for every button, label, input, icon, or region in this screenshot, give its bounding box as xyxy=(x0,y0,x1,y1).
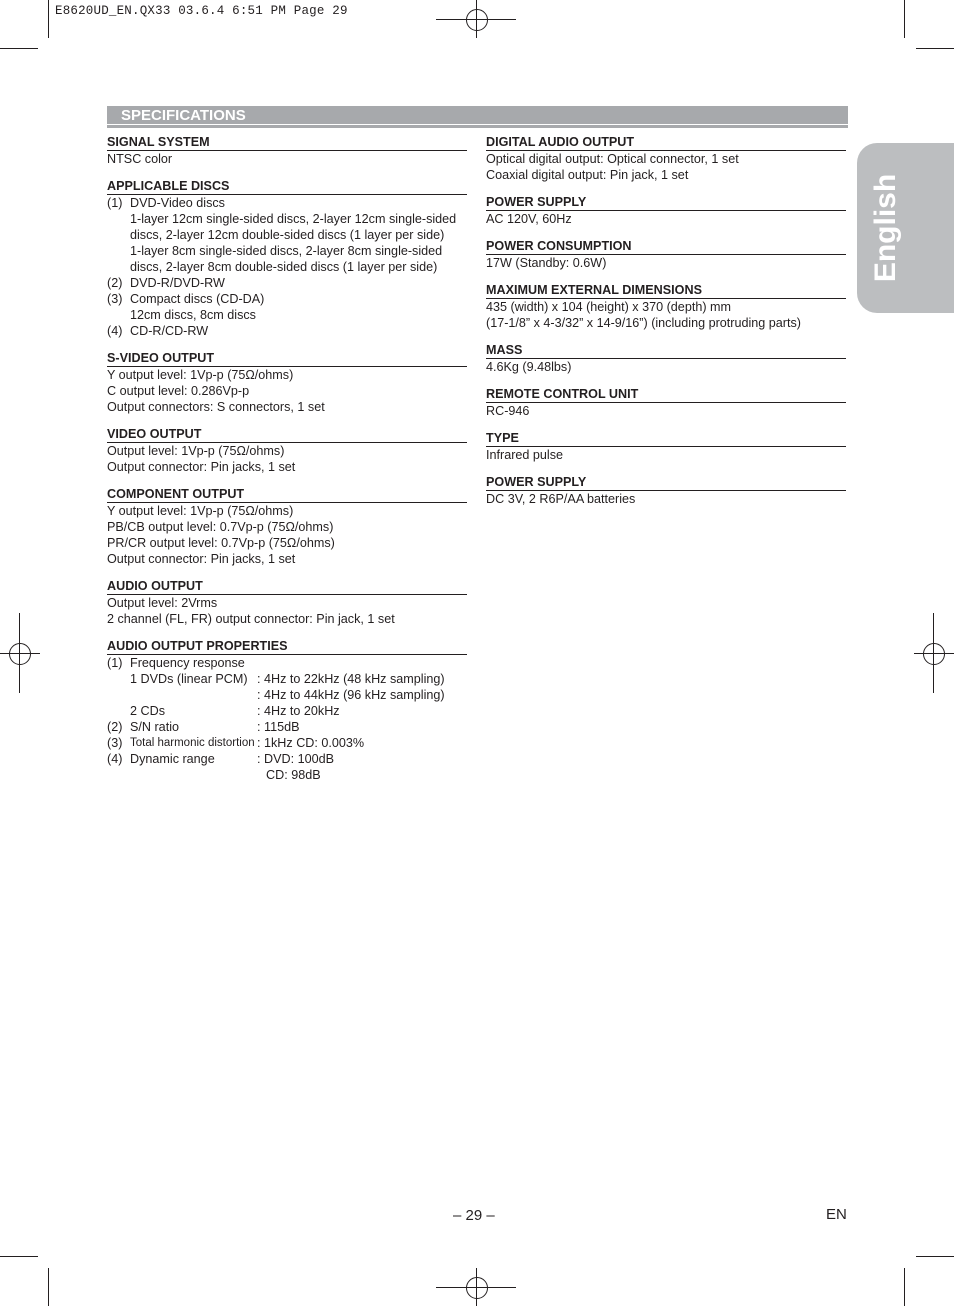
section-title: SPECIFICATIONS xyxy=(121,107,246,124)
spec-audio-output-properties xyxy=(107,639,467,783)
crop-mark xyxy=(0,1256,38,1257)
spec-line: DC 3V, 2 R6P/AA batteries xyxy=(486,492,636,506)
language-tab-label: English xyxy=(869,173,902,283)
spec-type xyxy=(486,431,846,463)
right-column xyxy=(486,135,846,519)
spec-heading: AUDIO OUTPUT PROPERTIES xyxy=(107,639,467,655)
crop-mark xyxy=(904,1268,905,1306)
page-number: – 29 – xyxy=(453,1207,495,1224)
spec-heading: COMPONENT OUTPUT xyxy=(107,487,467,503)
registration-line xyxy=(476,0,477,38)
list-subitem: 12cm discs, 8cm discs xyxy=(130,308,256,322)
spec-line: 2 channel (FL, FR) output connector: Pin jack, 1 set xyxy=(107,612,395,626)
spec-heading: MAXIMUM EXTERNAL DIMENSIONS xyxy=(486,283,846,299)
spec-line: Output connectors: S connectors, 1 set xyxy=(107,400,325,414)
spec-power-consumption xyxy=(486,239,846,271)
crop-mark xyxy=(48,1268,49,1306)
spec-heading: VIDEO OUTPUT xyxy=(107,427,467,443)
spec-line: Coaxial digital output: Pin jack, 1 set xyxy=(486,168,689,182)
table-row: (4) Dynamic range : DVD: 100dB xyxy=(107,752,335,766)
spec-audio-output xyxy=(107,579,467,627)
registration-line xyxy=(914,653,954,654)
table-row: 2 CDs : 4Hz to 20kHz xyxy=(130,704,340,718)
spec-heading: POWER SUPPLY xyxy=(486,475,846,491)
registration-line xyxy=(933,613,934,693)
list-subitem: discs, 2-layer 8cm double-sided discs (1 layer per side) xyxy=(130,260,438,274)
spec-heading: POWER CONSUMPTION xyxy=(486,239,846,255)
list-item: (2) DVD-R/DVD-RW xyxy=(107,276,225,290)
spec-signal-system xyxy=(107,135,467,167)
spec-heading: POWER SUPPLY xyxy=(486,195,846,211)
spec-line: Output level: 2Vrms xyxy=(107,596,218,610)
crop-mark xyxy=(916,48,954,49)
spec-component-output xyxy=(107,487,467,567)
spec-line: Output connector: Pin jacks, 1 set xyxy=(107,460,296,474)
spec-applicable-discs xyxy=(107,179,467,339)
language-code: EN xyxy=(826,1206,847,1223)
list-item: (3) Compact discs (CD-DA) xyxy=(107,292,265,306)
table-row: (2) S/N ratio : 115dB xyxy=(107,720,300,734)
spec-remote-power-supply xyxy=(486,475,846,507)
spec-line: (17-1/8” x 4-3/32” x 14-9/16”) (including protruding parts) xyxy=(486,316,801,330)
spec-heading: APPLICABLE DISCS xyxy=(107,179,467,195)
spec-line: Y output level: 1Vp-p (75Ω/ohms) xyxy=(107,368,294,382)
list-subitem: 1-layer 8cm single-sided discs, 2-layer 8cm single-sided xyxy=(130,244,443,258)
spec-mass xyxy=(486,343,846,375)
spec-line: Y output level: 1Vp-p (75Ω/ohms) xyxy=(107,504,294,518)
spec-line: PR/CR output level: 0.7Vp-p (75Ω/ohms) xyxy=(107,536,335,550)
spec-heading: TYPE xyxy=(486,431,846,447)
table-row: 1 DVDs (linear PCM) : 4Hz to 22kHz (48 kHz sampling) xyxy=(130,672,445,686)
spec-heading: S-VIDEO OUTPUT xyxy=(107,351,467,367)
list-item: (1) DVD-Video discs xyxy=(107,196,225,210)
spec-heading: DIGITAL AUDIO OUTPUT xyxy=(486,135,846,151)
spec-power-supply xyxy=(486,195,846,227)
spec-line: RC-946 xyxy=(486,404,530,418)
registration-mark-icon xyxy=(466,1277,488,1299)
left-column xyxy=(107,135,467,795)
section-title-bar xyxy=(107,106,848,124)
spec-max-external-dimensions xyxy=(486,283,846,331)
crop-mark xyxy=(0,48,38,49)
table-row: : 4Hz to 44kHz (96 kHz sampling) xyxy=(257,688,445,702)
registration-mark-icon xyxy=(9,643,31,665)
section-title-underline xyxy=(107,125,848,128)
spec-line: Output connector: Pin jacks, 1 set xyxy=(107,552,296,566)
crop-mark xyxy=(48,0,49,38)
list-item: (4) CD-R/CD-RW xyxy=(107,324,209,338)
spec-heading: SIGNAL SYSTEM xyxy=(107,135,467,151)
registration-line xyxy=(0,653,40,654)
spec-line: Output level: 1Vp-p (75Ω/ohms) xyxy=(107,444,285,458)
registration-mark-icon xyxy=(466,9,488,31)
list-subitem: 1-layer 12cm single-sided discs, 2-layer 12cm single-sided xyxy=(130,212,457,226)
spec-line: Optical digital output: Optical connector, 1 set xyxy=(486,152,739,166)
spec-line: AC 120V, 60Hz xyxy=(486,212,572,226)
spec-line: 435 (width) x 104 (height) x 370 (depth) mm xyxy=(486,300,731,314)
spec-line: 4.6Kg (9.48lbs) xyxy=(486,360,572,374)
spec-line: C output level: 0.286Vp-p xyxy=(107,384,250,398)
registration-line xyxy=(19,613,20,693)
crop-mark xyxy=(904,0,905,38)
table-row: (3) Total harmonic distortion : 1kHz CD: 0.003% xyxy=(107,736,365,750)
language-side-tab xyxy=(857,143,954,313)
spec-video-output xyxy=(107,427,467,475)
spec-line: 17W (Standby: 0.6W) xyxy=(486,256,607,270)
crop-mark xyxy=(916,1256,954,1257)
print-slug: E8620UD_EN.QX33 03.6.4 6:51 PM Page 29 xyxy=(55,4,348,18)
registration-line xyxy=(476,1268,477,1306)
registration-mark-icon xyxy=(923,643,945,665)
spec-heading: AUDIO OUTPUT xyxy=(107,579,467,595)
spec-line: PB/CB output level: 0.7Vp-p (75Ω/ohms) xyxy=(107,520,334,534)
spec-digital-audio-output xyxy=(486,135,846,183)
spec-s-video-output xyxy=(107,351,467,415)
spec-line: Infrared pulse xyxy=(486,448,564,462)
spec-heading: REMOTE CONTROL UNIT xyxy=(486,387,846,403)
spec-remote-control-unit xyxy=(486,387,846,419)
spec-line: NTSC color xyxy=(107,152,173,166)
list-item: (1) Frequency response xyxy=(107,656,245,670)
spec-heading: MASS xyxy=(486,343,846,359)
list-subitem: discs, 2-layer 12cm double-sided discs (1 layer per side) xyxy=(130,228,445,242)
table-row: CD: 98dB xyxy=(266,768,321,782)
